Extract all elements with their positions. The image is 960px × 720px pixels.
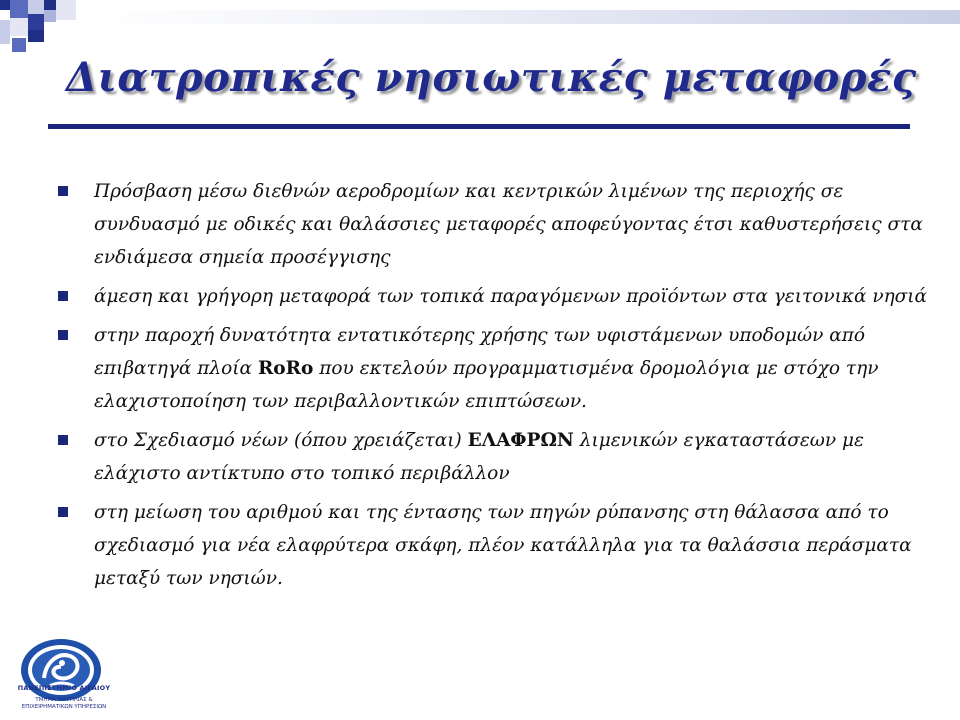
logo-department-line: ΕΠΙΧΕΙΡΗΜΑΤΙΚΩΝ ΥΠΗΡΕΣΙΩΝ (21, 704, 107, 710)
bullet-square-icon (58, 291, 68, 301)
bullet-text: που εκτελούν προγραμματισμένα δρομολόγια με στόχο την ελαχιστοποίηση των περιβαλλοντικών επιπτώσεων. (94, 358, 879, 412)
corner-decoration (0, 0, 10, 10)
bullet-text: άμεση και γρήγορη μεταφορά των τοπικά παραγόμενων προϊόντων στα γειτονικά νησιά (94, 286, 928, 307)
corner-decoration (44, 10, 56, 22)
bullet-text: στην παροχή δυνατότητα εντατικότερης χρήσης των υφιστάμενων υποδομών από επιβατηγά πλοία (94, 325, 865, 379)
logo-department-name (0, 697, 128, 711)
slide-title: Διατροπικές νησιωτικές μεταφορές (66, 54, 917, 101)
corner-decoration (28, 14, 44, 30)
bullet-emphasis: RoRo (257, 358, 314, 379)
header-gradient-band (90, 10, 960, 24)
bullet-square-icon (58, 330, 68, 340)
bullet-text: Πρόσβαση μέσω διεθνών αεροδρομίων και κεντρικών λιμένων της περιοχής σε συνδυασμό με οδικές και θαλάσσιες μεταφορές αποφεύγοντας έτσι καθυστερήσεις στα ενδιάμεσα σημεία προσέγγισης (94, 181, 923, 268)
bullet-list (58, 175, 928, 601)
corner-decoration (28, 0, 44, 14)
bullet-item (58, 496, 928, 595)
corner-decoration (10, 0, 28, 18)
title-underline (48, 124, 910, 129)
corner-decoration (10, 18, 28, 36)
corner-decoration (12, 38, 26, 52)
corner-decoration (44, 0, 56, 10)
bullet-item (58, 280, 928, 313)
corner-decoration (56, 0, 76, 20)
bullet-text: στο Σχεδιασμό νέων (όπου χρειάζεται) (94, 430, 468, 451)
bullet-item (58, 175, 928, 274)
bullet-emphasis: ΕΛΑΦΡΩΝ (467, 430, 574, 451)
bullet-square-icon (58, 186, 68, 196)
corner-decoration (28, 30, 44, 42)
bullet-square-icon (58, 435, 68, 445)
logo-department-line: ΤΜΗΜΑ ΝΑΥΤΙΛΙΑΣ & (35, 697, 93, 703)
corner-decoration (0, 20, 10, 44)
bullet-text: στη μείωση του αριθμού και της έντασης των πηγών ρύπανσης στη θάλασσα από το σχεδιασμό για νέα ελαφρύτερα σκάφη, πλέον κατάλληλα για τα θαλάσσια περάσματα μεταξύ των νησιών. (94, 502, 912, 589)
bullet-square-icon (58, 507, 68, 517)
bullet-item (58, 424, 928, 490)
logo-university-name: ΠΑΝΕΠΙΣΤΗΜΙΟ ΑΙΓΑΙΟΥ (17, 684, 111, 692)
bullet-item (58, 319, 928, 418)
bullet-text: λιμενικών εγκαταστάσεων με ελάχιστο αντίκτυπο στο τοπικό περιβάλλον (94, 430, 864, 484)
